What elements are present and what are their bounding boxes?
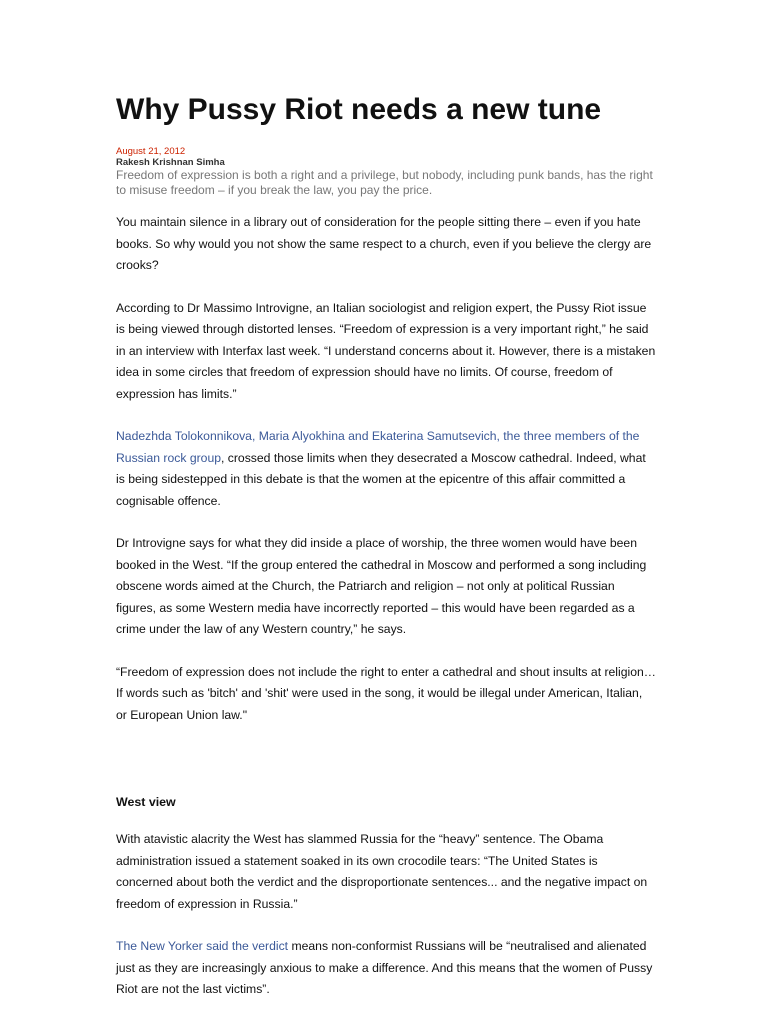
article-author: Rakesh Krishnan Simha: [116, 157, 225, 168]
paragraph-2: According to Dr Massimo Introvigne, an Italian sociologist and religion expert, the Pussy Riot issue is being viewed through distorted lenses. “Freedom of expression is a very important right,” he said in an interview with Interfax last week. “I understand concerns about it. However, there is a mistaken idea in some circles that freedom of expression should have no limits. Of course, freedom of expression has limits.”: [116, 300, 656, 401]
article-body: [116, 212, 656, 1022]
paragraph-7: [116, 936, 656, 1001]
paragraph-4: Dr Introvigne says for what they did inside a place of worship, the three women would have been booked in the West. “If the group entered the cathedral in Moscow and performed a song including obscene words aimed at the Church, the Patriarch and religion – not only at political Russian figures, as some Western media have incorrectly reported – this would have been regarded as a crime under the law of any Western country,” he says.: [116, 536, 647, 636]
paragraph-3: [116, 426, 656, 512]
paragraph-1: You maintain silence in a library out of consideration for the people sitting there – even if you hate books. So why would you not show the same respect to a church, even if you believe the clergy are crooks?: [116, 215, 652, 272]
members-link[interactable]: Nadezhda Tolokonnikova, Maria Alyokhina and Ekaterina Samutsevich, the three members of the Russian rock group: [116, 429, 640, 465]
article-date: August 21, 2012: [116, 146, 186, 157]
paragraph-5: “Freedom of expression does not include the right to enter a cathedral and shout insults at religion…If words such as 'bitch' and 'shit' were used in the song, it would be illegal under American, Italian, or European Union law.": [116, 664, 656, 722]
article-title: Why Pussy Riot needs a new tune: [116, 93, 602, 126]
paragraph-6: With atavistic alacrity the West has slammed Russia for the “heavy” sentence. The Obama administration issued a statement soaked in its own crocodile tears: “The United States is concerned about both the verdict and the disproportionate sentences... and the negative impact on freedom of expression in Russia.”: [116, 832, 648, 911]
paragraph-3-text: , crossed those limits when they desecrated a Moscow cathedral. Indeed, what is being sidestepped in this debate is that the women at the epicentre of this affair committed a cognisable offence.: [116, 450, 646, 508]
new-yorker-link[interactable]: The New Yorker said the verdict: [116, 939, 289, 953]
section-heading-west-view: West view: [116, 795, 176, 809]
paragraph-7-text: means non-conformist Russians will be “neutralised and alienated just as they are increasingly anxious to make a difference. And this means that the women of Pussy Riot are not the last victims”.: [116, 939, 653, 996]
section-spacer: [116, 747, 656, 793]
article-standfirst: Freedom of expression is both a right and a privilege, but nobody, including punk bands, has the right to misuse freedom – if you break the law, you pay the price.: [116, 168, 653, 197]
